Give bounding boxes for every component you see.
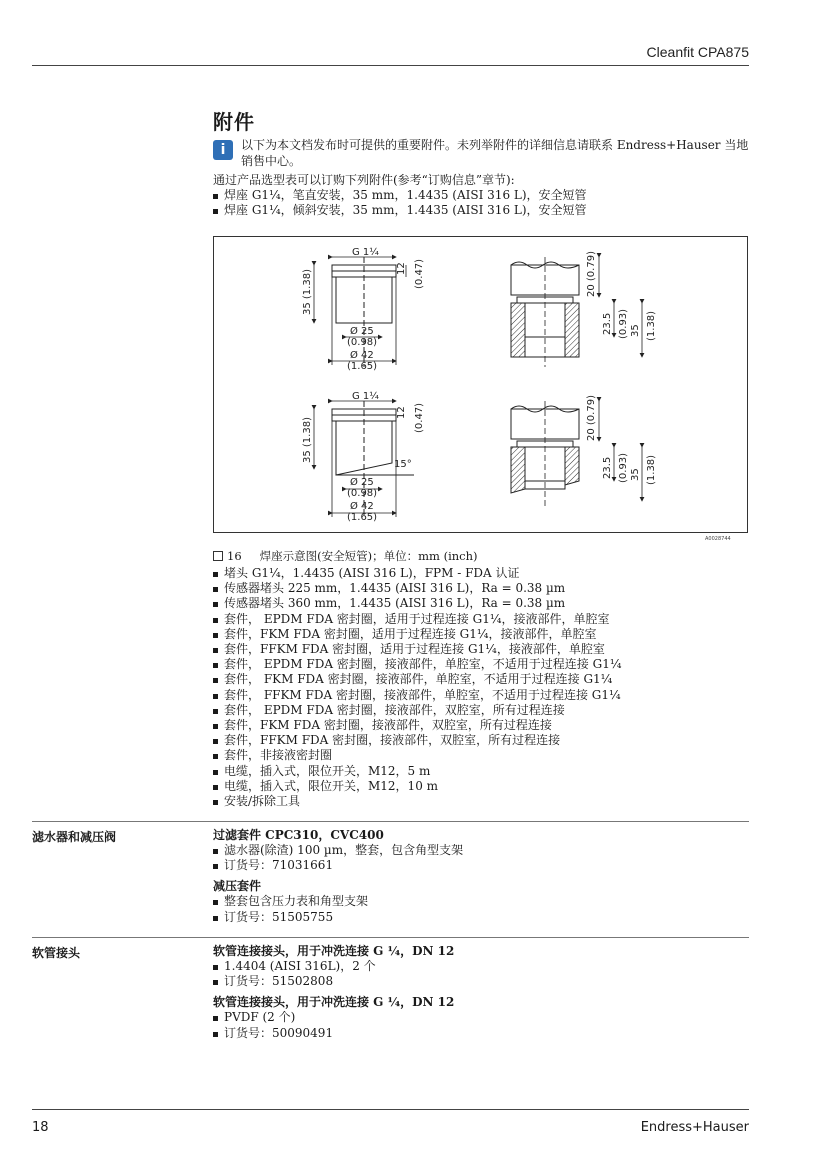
label-h235in: (0.93): [618, 308, 629, 339]
list-item: PVDF (2 个): [213, 1010, 454, 1025]
header-rule: [32, 65, 749, 66]
figure-id: A0028744: [705, 536, 731, 542]
list-item: 滤水器(除渣) 100 µm，整套，包含角型支架: [213, 843, 463, 858]
list-item: 传感器堵头 360 mm，1.4435 (AISI 316 L)，Ra = 0.38 µm: [213, 596, 621, 611]
inclined-assembly-section: [511, 401, 579, 509]
footer-rule: [32, 1109, 749, 1110]
accessory-list: [213, 566, 621, 809]
list-item: 堵头 G1¼，1.4435 (AISI 316 L)，FPM - FDA 认证: [213, 566, 621, 581]
label-h35a: 35: [630, 324, 641, 337]
label-h35: 35 (1.38): [302, 269, 313, 315]
list-item: 焊座 G1¼，倾斜安装，35 mm，1.4435 (AISI 316 L)，安全短管: [213, 203, 587, 218]
label-h20-2: 20 (0.79): [586, 395, 597, 441]
pressure-kit-list: [213, 894, 463, 924]
list-item: 套件， FKM FDA 密封圈，接液部件，单腔室，不适用于过程连接 G1¼: [213, 672, 621, 687]
label-thread-2: G 1¼: [352, 391, 379, 402]
label-h35ain-2: (1.38): [646, 454, 657, 485]
label-d25: Ø 25: [350, 326, 374, 337]
list-item: 电缆，插入式，限位开关，M12，5 m: [213, 764, 621, 779]
list-item: 传感器堵头 225 mm，1.4435 (AISI 316 L)，Ra = 0.38 µm: [213, 581, 621, 596]
pressure-kit-title: 减压套件: [213, 879, 262, 894]
section-rule: [32, 821, 749, 822]
label-d42: Ø 42: [350, 350, 374, 361]
label-h235-2: 23.5: [602, 456, 613, 479]
figure-number: 16: [227, 549, 242, 563]
hoses-content: [213, 943, 454, 1041]
list-item: 订货号：71031661: [213, 858, 463, 873]
info-icon: i: [213, 140, 233, 160]
list-item: 套件， EPDM FDA 密封圈，接液部件，双腔室，所有过程连接: [213, 703, 621, 718]
filters-label: 滤水器和减压阀: [32, 830, 117, 844]
label-h12in: (0.47): [414, 258, 425, 289]
label-d42in: (1.65): [347, 361, 378, 372]
document-title: Cleanfit CPA875: [646, 44, 749, 60]
section-title: 附件: [213, 110, 255, 134]
filters-content: [213, 827, 463, 925]
list-item: 套件，FFKM FDA 密封圈，接液部件，双腔室，所有过程连接: [213, 733, 621, 748]
list-item: 安装/拆除工具: [213, 794, 621, 809]
hoses-label: 软管接头: [32, 946, 81, 960]
hose-connector-title: 软管连接接头，用于冲洗连接 G ¼，DN 12: [213, 944, 455, 958]
section-rule: [32, 937, 749, 938]
hose-connector-pvdf-title: 软管连接接头，用于冲洗连接 G ¼，DN 12: [213, 995, 455, 1010]
list-item: 套件， EPDM FDA 密封圈，适用于过程连接 G1¼，接液部件，单腔室: [213, 612, 621, 627]
label-h12: 12: [396, 262, 407, 275]
label-h235: 23.5: [602, 312, 613, 335]
figure-icon: [213, 551, 223, 561]
figure-frame: [213, 236, 748, 533]
label-d42in-2: (1.65): [347, 512, 378, 523]
list-item: 套件， FFKM FDA 密封圈，接液部件，单腔室，不适用于过程连接 G1¼: [213, 688, 621, 703]
list-item: 套件， EPDM FDA 密封圈，接液部件，单腔室，不适用于过程连接 G1¼: [213, 657, 621, 672]
list-item: 套件，FFKM FDA 密封圈，适用于过程连接 G1¼，接液部件，单腔室: [213, 642, 621, 657]
label-h12-2: 12: [396, 406, 407, 419]
list-item: 订货号：50090491: [213, 1026, 454, 1041]
list-item: 套件，非接液密封圈: [213, 748, 621, 763]
label-h20: 20 (0.79): [586, 251, 597, 297]
list-item: 1.4404 (AISI 316L)，2 个: [213, 959, 454, 974]
brand-name: Endress+Hauser: [640, 1120, 749, 1135]
intro-list: [213, 188, 587, 218]
label-d42-2: Ø 42: [350, 501, 374, 512]
list-item: 套件，FKM FDA 密封圈，接液部件，双腔室，所有过程连接: [213, 718, 621, 733]
list-item: 订货号：51502808: [213, 974, 454, 989]
list-item: 套件，FKM FDA 密封圈，适用于过程连接 G1¼，接液部件，单腔室: [213, 627, 621, 642]
label-d25in-2: (0.98): [347, 488, 378, 499]
label-angle: 15°: [394, 459, 412, 470]
figure-caption-text: 焊座示意图(安全短管)；单位：mm (inch): [259, 549, 478, 563]
page-number: 18: [32, 1120, 49, 1135]
label-d25in: (0.98): [347, 337, 378, 348]
hose-connector-pvdf-list: [213, 1010, 454, 1040]
weld-socket-drawing: [214, 237, 747, 532]
label-thread: G 1¼: [352, 247, 379, 258]
info-note: 以下为本文档发布时可提供的重要附件。未列举附件的详细信息请联系 Endress+Hauser 当地销售中心。: [241, 138, 749, 168]
label-h35a-2: 35: [630, 468, 641, 481]
label-h235in-2: (0.93): [618, 452, 629, 483]
label-d25-2: Ø 25: [350, 477, 374, 488]
label-h35ain: (1.38): [646, 310, 657, 341]
list-item: 电缆，插入式，限位开关，M12，10 m: [213, 779, 621, 794]
list-item: 订货号：51505755: [213, 910, 463, 925]
list-item: 整套包含压力表和角型支架: [213, 894, 463, 909]
straight-assembly-section: [511, 257, 579, 367]
label-h12in-2: (0.47): [414, 402, 425, 433]
hose-connector-list: [213, 959, 454, 989]
filter-kit-list: [213, 843, 463, 873]
figure-caption: [213, 548, 477, 564]
list-item: 焊座 G1¼，笔直安装，35 mm，1.4435 (AISI 316 L)，安全短管: [213, 188, 587, 203]
intro-text: 通过产品选型表可以订购下列附件(参考“订购信息”章节):: [213, 173, 515, 187]
label-h35-2: 35 (1.38): [302, 417, 313, 463]
filter-kit-title: 过滤套件 CPC310，CVC400: [213, 828, 384, 842]
